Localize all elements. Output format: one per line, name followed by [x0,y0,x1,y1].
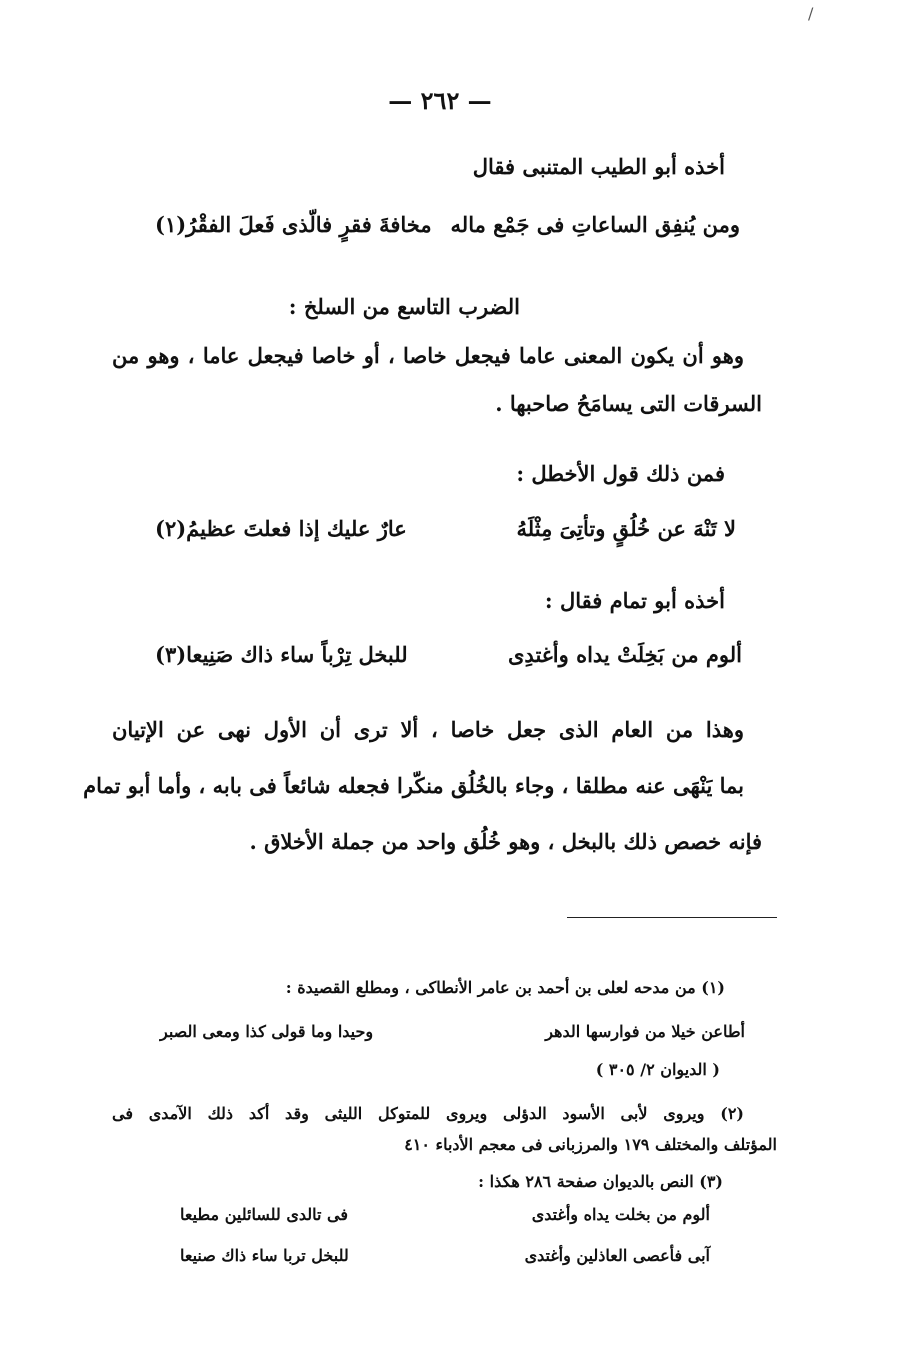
footnote-3-verse-2-second-hemistich: للبخل تربا ساء ذاك صنيعا [180,1246,349,1265]
footnote-3-verse-2-first-hemistich: آبى فأعصى العاذلين وأغتدى [524,1246,710,1265]
verse-2-second-hemistich: عارٌ عليك إذا فعلتَ عظيمُ(٢) [155,516,407,541]
text-line-1: أخذه أبو الطيب المتنبى فقال [472,154,725,179]
footnote-separator [567,917,777,918]
footnote-1-verse-second-hemistich: وحيدا وما قولى كذا ومعى الصبر [160,1022,374,1041]
footnote-1-verse [155,1022,745,1048]
verse-3 [150,642,742,674]
corner-tick-mark: / [808,4,814,23]
verse-3-second-hemistich: للبخل تِرْباً ساء ذاك صَنِيعا(٣) [155,642,408,667]
footnote-3-verse-1-first-hemistich: ألوم من بخلت يداه وأغتدى [531,1205,710,1224]
verse-1-first-hemistich: ومن يُنفِق الساعاتِ فى جَمْع ماله [450,212,740,237]
footnote-2-line-1: (٢) ويروى لأبى الأسود الدؤلى ويروى للمتوكل الليثى وقد أكد ذلك الآمدى فى [112,1104,744,1123]
text-line-7: وهذا من العام الذى جعل خاصا ، ألا ترى أن الأول نهى عن الإتيان [112,717,744,742]
footnote-1-verse-first-hemistich: أطاعن خيلا من فوارسها الدهر [545,1022,745,1041]
footnote-3: (٣) النص بالديوان صفحة ٢٨٦ هكذا : [478,1172,723,1191]
page-number: — ٢٦٢ — [388,86,492,115]
footnote-3-verse-1 [175,1205,710,1231]
footnote-3-verse-2 [175,1246,710,1272]
verse-2-first-hemistich: لا تَنْهَ عن خُلُقٍ وتأتِىَ مِثْلَهُ [516,516,736,541]
text-line-9: فإنه خصص ذلك بالبخل ، وهو خُلُق واحد من جملة الأخلاق . [249,829,762,854]
footnote-1-reference: ( الديوان ٢/ ٣٠٥ ) [595,1060,720,1079]
footnote-2-line-2: المؤتلف والمختلف ١٧٩ والمرزبانى فى معجم الأدباء ٤١٠ [404,1135,777,1154]
verse-2 [150,516,736,548]
text-line-5: فمن ذلك قول الأخطل : [516,461,725,486]
verse-3-first-hemistich: ألوم من بَخِلَتْ يداه وأغتدِى [508,642,742,667]
text-line-4: السرقات التى يسامَحُ صاحبها . [495,391,762,416]
text-line-8: بما يَنْهَى عنه مطلقا ، وجاء بالخُلُق منكّرا فجعله شائعاً فى بابه ، وأما أبو تمام [83,773,744,798]
text-line-3: وهو أن يكون المعنى عاما فيجعل خاصا ، أو خاصا فيجعل عاما ، وهو من [112,343,744,368]
footnote-1: (١) من مدحه لعلى بن أحمد بن عامر الأنطاكى ، ومطلع القصيدة : [285,978,725,997]
section-heading: الضرب التاسع من السلخ : [288,294,520,319]
verse-1-second-hemistich: مخافةَ فقرٍ فالّذى فَعلَ الفقْرُ(١) [155,212,432,237]
text-line-6: أخذه أبو تمام فقال : [544,588,725,613]
verse-1 [120,212,740,244]
footnote-3-verse-1-second-hemistich: فى تالدى للسائلين مطيعا [180,1205,349,1224]
